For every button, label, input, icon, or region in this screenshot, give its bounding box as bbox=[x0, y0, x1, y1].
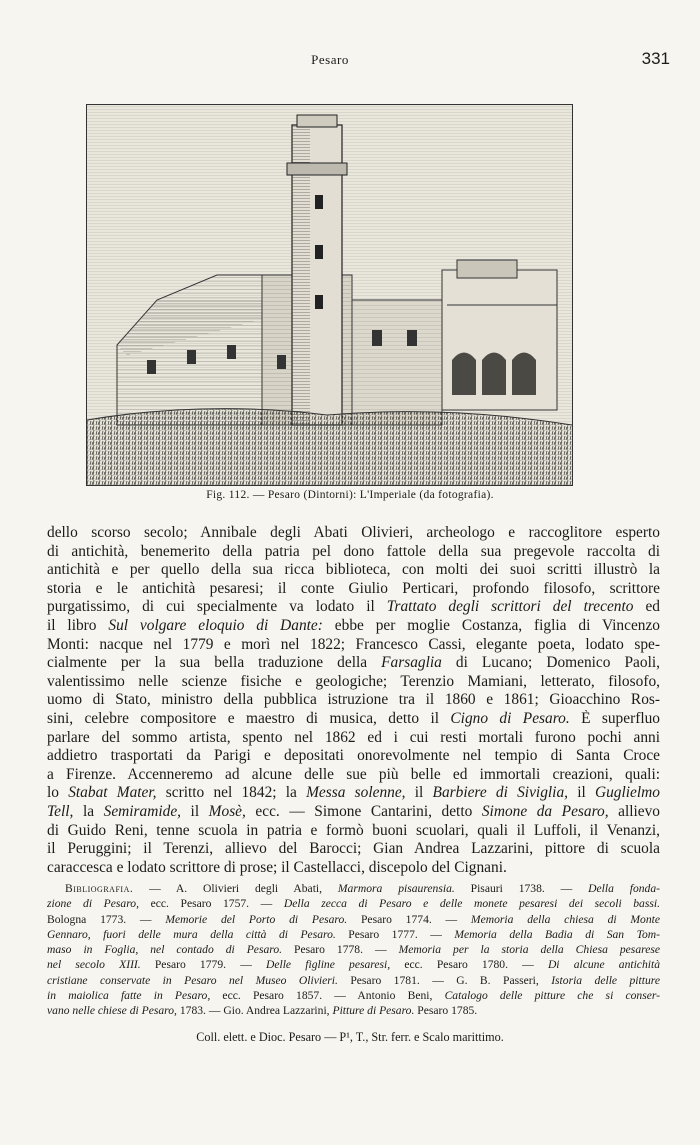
italic-title: Memoria della chiesa di Monte bbox=[470, 912, 660, 926]
italic-title: Farsaglia bbox=[381, 654, 442, 672]
text-run: di Lucano; Domenico Paoli, bbox=[441, 654, 660, 672]
header-title: Pesaro bbox=[311, 52, 349, 67]
text-run: il Peruggini; il Terenzi, allievo del Barocci; Gian Andrea Lazzarini, pittore di scuola bbox=[47, 840, 660, 858]
body-line bbox=[47, 543, 660, 562]
italic-title: Memoria della Badia di San Tom- bbox=[454, 927, 660, 941]
body-line bbox=[47, 822, 660, 841]
italic-title: Stabat Mater, bbox=[68, 784, 157, 802]
text-run: dello scorso secolo; Annibale degli Abati Olivieri, archeologo e raccoglitore esperto bbox=[47, 524, 660, 541]
italic-title: Messa solenne, bbox=[306, 784, 406, 802]
text-run: ebbe per moglie Costanza, figlia di Vincenzo bbox=[322, 616, 660, 634]
bibliography-line bbox=[47, 896, 660, 911]
figure-engraving bbox=[86, 104, 573, 486]
body-line bbox=[47, 598, 660, 617]
text-run: il bbox=[405, 784, 433, 802]
body-line bbox=[47, 636, 660, 655]
bibliography-line bbox=[47, 881, 660, 896]
text-run: Pesaro 1778. — bbox=[282, 943, 399, 957]
text-run: ecc. Pesaro 1757. — bbox=[138, 897, 284, 911]
italic-title: Memorie del Porto di Pesaro. bbox=[165, 912, 348, 926]
italic-title: Catalogo delle pitture che si conser- bbox=[444, 989, 660, 1003]
bibliography-line bbox=[47, 1003, 660, 1018]
italic-title: Pitture di Pesaro. bbox=[332, 1004, 415, 1018]
text-run: di Guido Reni, tenne scuola in patria e formò buoni scuolari, quali il Luffoli, il Venanzi, bbox=[47, 821, 660, 839]
collections-note: Coll. elett. e Dioc. Pesaro — P¹, T., Str. ferr. e Scalo marittimo. bbox=[196, 1030, 504, 1044]
body-line bbox=[47, 784, 660, 803]
text-run: parlare del sommo artista, spento nel 1862 ed i cui resti mortali furono pochi anni bbox=[47, 728, 660, 746]
italic-title: Marmora pisaurensia. bbox=[337, 882, 455, 895]
italic-title: Simone da Pesaro, bbox=[481, 802, 609, 820]
italic-title: in maiolica fatte in Pesaro, bbox=[47, 989, 211, 1003]
text-run: cialmente per la sua bella traduzione della bbox=[47, 654, 382, 672]
text-run: Bologna 1773. — bbox=[47, 912, 166, 926]
italic-title: Semiramide, bbox=[103, 802, 181, 820]
text-run: purgatissimo, di cui specialmente va lodato il bbox=[47, 598, 387, 616]
text-run: Pesaro 1785. bbox=[414, 1004, 478, 1018]
body-line bbox=[47, 580, 660, 599]
italic-title: Sul volgare eloquio di Dante: bbox=[108, 616, 323, 634]
text-run: sini, celebre compositore e maestro di musica, detto il bbox=[47, 709, 451, 727]
body-line bbox=[47, 747, 660, 766]
body-line bbox=[47, 840, 660, 859]
italic-title: Delle figline pesaresi, bbox=[265, 958, 391, 972]
italic-title: zione di Pesaro, bbox=[47, 897, 139, 911]
bibliography-line bbox=[47, 912, 660, 927]
text-run: il libro bbox=[47, 616, 109, 634]
italic-title: Cigno di Pesaro. bbox=[450, 709, 570, 727]
text-run: — A. Olivieri degli Abati, bbox=[133, 882, 338, 895]
italic-title: cristiane conservate in Pesaro nel Museo Olivieri. bbox=[47, 973, 338, 987]
text-run: il bbox=[567, 784, 595, 802]
text-run: allievo bbox=[608, 802, 660, 820]
imperiale-villa-illustration bbox=[87, 105, 572, 485]
text-run: a Firenze. Accenneremo ad alcune delle sue più belle ed immortali creazioni, quali: bbox=[47, 765, 660, 783]
body-line bbox=[47, 766, 660, 785]
italic-title: Della zecca di Pesaro e delle monete pesaresi dei secoli bassi. bbox=[283, 897, 660, 911]
italic-title: maso in Foglia, nel contado di Pesaro. bbox=[47, 943, 283, 957]
text-run: Pisauri 1738. — bbox=[454, 882, 589, 895]
italic-title: Della fonda- bbox=[588, 882, 660, 895]
body-line bbox=[47, 561, 660, 580]
text-run: Pesaro 1777. — bbox=[335, 927, 455, 941]
bibliography bbox=[47, 881, 660, 1019]
bibliography-line bbox=[47, 957, 660, 972]
text-run: storia e le antichità pesaresi; il conte Giulio Perticari, profondo filosofo, scrittore bbox=[47, 579, 660, 597]
italic-title: Guglielmo bbox=[595, 784, 660, 802]
bibliography-line bbox=[47, 927, 660, 942]
body-line bbox=[47, 859, 660, 878]
text-run: Bibliografia. bbox=[65, 882, 134, 895]
text-run: antichità e per quello della sua ricca biblioteca, con molti dei suoi scritti illustrò la bbox=[47, 561, 660, 579]
text-run: scritto nel 1842; la bbox=[156, 784, 307, 802]
body-line bbox=[47, 524, 660, 543]
figure-caption: Fig. 112. — Pesaro (Dintorni): L'Imperiale (da fotografia). bbox=[206, 489, 494, 501]
text-run: Pesaro 1779. — bbox=[140, 958, 266, 972]
text-run: il bbox=[181, 802, 209, 820]
text-run: ed bbox=[633, 598, 660, 616]
bibliography-line bbox=[47, 988, 660, 1003]
text-run: Pesaro 1781. — G. B. Passeri, bbox=[337, 973, 552, 987]
text-run: lo bbox=[47, 784, 69, 802]
text-run: uomo di Stato, ministro della pubblica istruzione tra il 1860 e 1861; Gioacchino Ros- bbox=[47, 691, 660, 709]
bibliography-line bbox=[47, 942, 660, 957]
text-run: caraccesca e lodato scrittore di prose; il Castellacci, discepolo del Cignani. bbox=[47, 858, 507, 876]
body-line bbox=[47, 673, 660, 692]
body-text bbox=[47, 524, 660, 877]
text-run: valentissimo nelle scienze fisiche e geologiche; Terenzio Mamiani, letterato, filosofo, bbox=[47, 672, 660, 690]
body-line bbox=[47, 654, 660, 673]
body-line bbox=[47, 617, 660, 636]
text-run: 1783. — Gio. Andrea Lazzarini, bbox=[176, 1004, 333, 1018]
italic-title: Tell, bbox=[47, 802, 74, 820]
italic-title: nel secolo XIII. bbox=[47, 958, 141, 972]
text-run: ecc. Pesaro 1857. — Antonio Beni, bbox=[210, 989, 445, 1003]
page-number: 331 bbox=[641, 49, 670, 68]
italic-title: Barbiere di Siviglia, bbox=[432, 784, 568, 802]
text-run: ecc. Pesaro 1780. — bbox=[390, 958, 548, 972]
body-line bbox=[47, 710, 660, 729]
text-run: di antichità, benemerito della patria pel dono fattole della sua pregevole raccolta di bbox=[47, 542, 660, 560]
italic-title: Mosè, bbox=[208, 802, 246, 820]
body-line bbox=[47, 691, 660, 710]
italic-title: Gennaro, fuori delle mura della città di Pesaro. bbox=[47, 927, 336, 941]
body-line bbox=[47, 729, 660, 748]
italic-title: vano nelle chiese di Pesaro, bbox=[47, 1004, 177, 1018]
italic-title: Memoria per la storia della Chiesa pesarese bbox=[398, 943, 660, 957]
body-line bbox=[47, 803, 660, 822]
text-run: Monti: nacque nel 1779 e morì nel 1822; Francesco Cassi, elegante poeta, lodato spe- bbox=[47, 635, 660, 653]
bibliography-line bbox=[47, 973, 660, 988]
text-run: la bbox=[73, 802, 104, 820]
text-run: È superfluo bbox=[569, 709, 660, 727]
italic-title: Di alcune antichità bbox=[547, 958, 660, 972]
text-run: addietro trasportati da Parigi e depositati onorevolmente nel tempio di Santa Croce bbox=[47, 747, 660, 765]
italic-title: Trattato degli scrittori del trecento bbox=[386, 598, 634, 616]
text-run: ecc. — Simone Cantarini, detto bbox=[245, 802, 482, 820]
italic-title: Istoria delle pitture bbox=[551, 973, 660, 987]
text-run: Pesaro 1774. — bbox=[347, 912, 471, 926]
